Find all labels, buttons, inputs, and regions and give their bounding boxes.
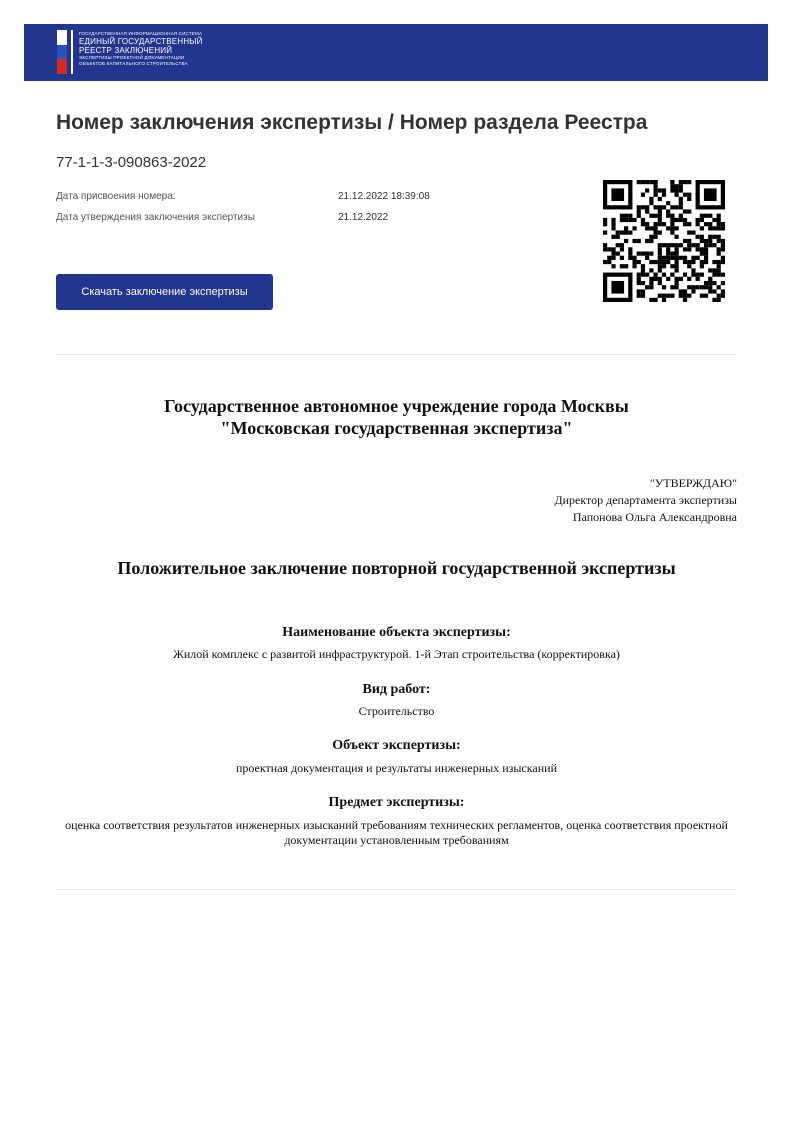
qr-code [603, 180, 725, 302]
page-title: Номер заключения экспертизы / Номер раздела Реестра [56, 111, 648, 134]
download-conclusion-button[interactable]: Скачать заключение экспертизы [56, 274, 273, 310]
russian-flag-icon [57, 30, 67, 74]
field-value: 21.12.2022 18:39:08 [338, 191, 430, 202]
logo-line: ЭКСПЕРТИЗЫ ПРОЕКТНОЙ ДОКУМЕНТАЦИИ [79, 55, 185, 60]
conclusion-heading: Положительное заключение повторной государственной экспертизы [117, 558, 676, 578]
field-label: Дата утверждения заключения экспертизы [56, 212, 255, 223]
divider [56, 354, 737, 355]
org-name-line1: Государственное автономное учреждение города Москвы [164, 396, 629, 416]
approve-label: "УТВЕРЖДАЮ" [649, 476, 737, 490]
logo-line: ЕДИНЫЙ ГОСУДАРСТВЕННЫЙ [79, 37, 203, 46]
logo-line: ГОСУДАРСТВЕННАЯ ИНФОРМАЦИОННАЯ СИСТЕМА [79, 31, 203, 36]
section-title: Объект экспертизы: [332, 738, 461, 753]
logo-divider [71, 30, 73, 74]
registry-logo [79, 31, 203, 67]
field-label: Дата присвоения номера: [56, 191, 176, 202]
section-title: Наименование объекта экспертизы: [282, 625, 511, 640]
registry-banner [24, 24, 768, 81]
section-text: Строительство [358, 704, 435, 718]
approver-name: Папонова Ольга Александровна [572, 510, 737, 524]
logo-line: РЕЕСТР ЗАКЛЮЧЕНИЙ [79, 46, 173, 55]
section-text: Жилой комплекс с развитой инфраструктурой. 1-й Этап строительства (корректировка) [173, 647, 620, 661]
field-value: 21.12.2022 [338, 212, 389, 223]
section-text: оценка соответствия результатов инженерных изысканий требованиям технических регламентов, оценка соответствия проектной документации установленным требованиям [65, 818, 728, 847]
section-title: Предмет экспертизы: [328, 795, 465, 810]
section-title: Вид работ: [362, 682, 431, 697]
org-name-line2: "Московская государственная экспертиза" [220, 418, 573, 438]
logo-line: ОБЪЕКТОВ КАПИТАЛЬНОГО СТРОИТЕЛЬСТВА [79, 61, 188, 66]
section-text: проектная документация и результаты инженерных изысканий [235, 761, 557, 775]
conclusion-number: 77-1-1-3-090863-2022 [56, 154, 207, 171]
divider [56, 889, 737, 890]
approver-title: Директор департамента экспертизы [554, 493, 737, 507]
approval-block [554, 475, 737, 526]
